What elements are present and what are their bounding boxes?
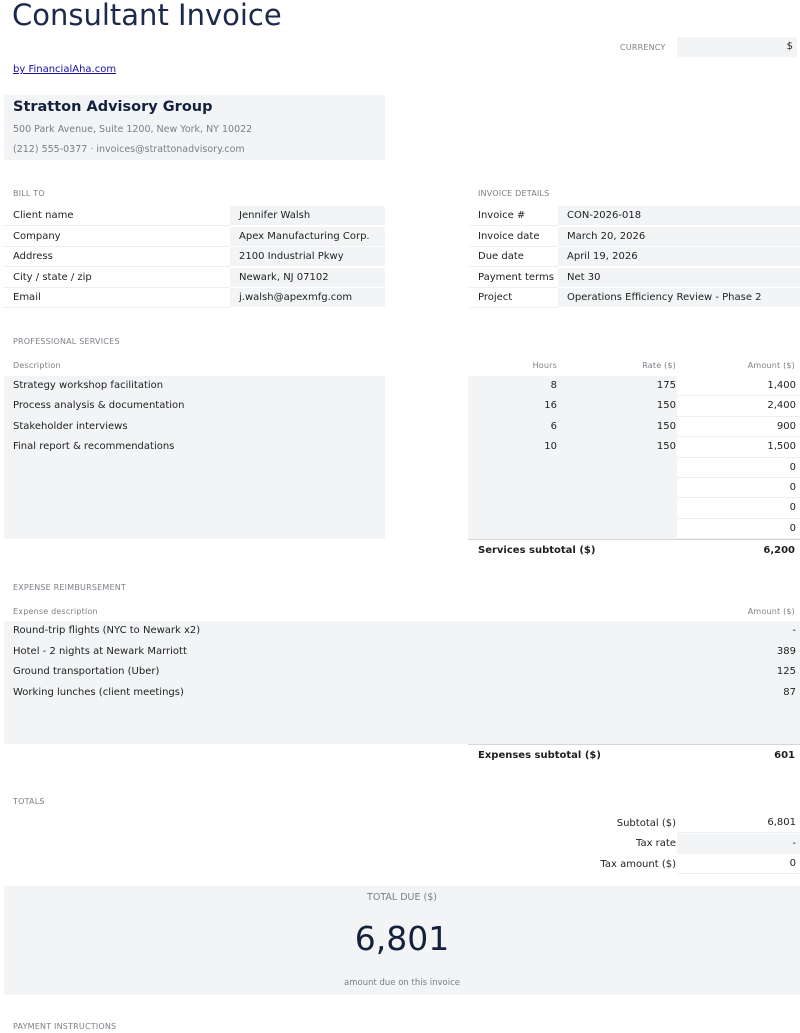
expense-description[interactable]: Round-trip flights (NYC to Newark x2) [13, 625, 201, 636]
invoice-detail-label: Payment terms [469, 268, 558, 288]
service-amount: 0 [677, 519, 800, 539]
company-name: Stratton Advisory Group [13, 99, 213, 115]
invoice-detail-label: Invoice # [469, 206, 558, 226]
bill-to-value[interactable]: 2100 Industrial Pkwy [230, 247, 385, 267]
service-description[interactable]: Stakeholder interviews [13, 420, 128, 432]
service-hours[interactable]: 8 [550, 380, 557, 391]
services-heading: PROFESSIONAL SERVICES [13, 337, 120, 346]
service-rate[interactable] [590, 478, 676, 498]
bill-to-label: Address [4, 247, 230, 267]
service-rate[interactable]: 175 [656, 380, 676, 391]
bill-to-value[interactable]: Newark, NJ 07102 [230, 268, 385, 288]
services-col-rate: Rate ($) [642, 361, 676, 370]
service-hours[interactable]: 16 [544, 400, 557, 412]
service-amount: 1,400 [677, 376, 800, 396]
expense-description[interactable]: Ground transportation (Uber) [13, 666, 160, 677]
company-contact: (212) 555-0377 · invoices@strattonadvisory.com [13, 144, 245, 155]
expense-amount[interactable]: 389 [776, 645, 796, 657]
service-description[interactable] [13, 519, 383, 539]
expense-amount[interactable]: 87 [783, 686, 796, 698]
service-amount: 0 [677, 478, 800, 498]
expense-description[interactable]: Hotel - 2 nights at Newark Marriott [13, 645, 187, 657]
tax-amount-value: 0 [677, 854, 800, 874]
totals-subtotal-value: 6,801 [677, 813, 800, 833]
tax-rate-field[interactable]: - [677, 834, 800, 854]
expenses-subtotal-value: 601 [774, 750, 795, 761]
invoice-details-heading: INVOICE DETAILS [478, 189, 550, 198]
service-amount: 2,400 [677, 396, 800, 416]
bill-to-value[interactable]: Apex Manufacturing Corp. [230, 227, 385, 247]
service-description[interactable] [13, 498, 383, 518]
services-col-amount: Amount ($) [747, 361, 795, 370]
service-rate[interactable] [590, 458, 676, 478]
service-description[interactable] [13, 458, 383, 478]
service-description[interactable]: Final report & recommendations [13, 441, 175, 453]
service-rate[interactable] [590, 498, 676, 518]
bill-to-value[interactable]: j.walsh@apexmfg.com [230, 288, 385, 308]
service-rate[interactable] [590, 519, 676, 539]
bill-to-label: Company [4, 227, 230, 247]
service-rate[interactable]: 150 [656, 420, 676, 432]
service-amount: 1,500 [677, 437, 800, 457]
financialaha-link[interactable]: by FinancialAha.com [13, 64, 117, 75]
service-hours[interactable] [480, 478, 557, 498]
service-rate[interactable]: 150 [656, 441, 676, 453]
services-col-hours: Hours [532, 361, 557, 370]
tax-rate-label: Tax rate [636, 838, 676, 849]
service-description[interactable]: Strategy workshop facilitation [13, 380, 164, 391]
service-rate[interactable]: 150 [656, 400, 676, 412]
invoice-detail-label: Due date [469, 247, 558, 267]
invoice-detail-value[interactable]: CON-2026-018 [558, 206, 800, 226]
bill-to-heading: BILL TO [13, 189, 45, 198]
invoice-detail-value[interactable]: April 19, 2026 [558, 247, 800, 267]
expenses-subtotal-divider [468, 744, 800, 745]
services-subtotal-label: Services subtotal ($) [478, 545, 596, 556]
totals-subtotal-label: Subtotal ($) [616, 818, 676, 829]
service-amount: 0 [677, 458, 800, 478]
total-due-note: amount due on this invoice [344, 978, 460, 988]
tax-amount-label: Tax amount ($) [600, 859, 676, 870]
bill-to-label: City / state / zip [4, 268, 230, 288]
invoice-detail-value[interactable]: Net 30 [558, 268, 800, 288]
service-hours[interactable] [480, 458, 557, 478]
page-title: Consultant Invoice [12, 0, 282, 32]
currency-label: CURRENCY [620, 43, 666, 52]
expense-description[interactable]: Working lunches (client meetings) [13, 686, 184, 698]
total-due-label: TOTAL DUE ($) [367, 892, 437, 903]
total-due-value: 6,801 [354, 919, 450, 958]
service-description[interactable]: Process analysis & documentation [13, 400, 185, 412]
company-address: 500 Park Avenue, Suite 1200, New York, NY 10022 [13, 124, 253, 135]
expense-amount[interactable]: 125 [776, 666, 796, 677]
invoice-detail-value[interactable]: March 20, 2026 [558, 227, 800, 247]
expenses-col-description: Expense description [13, 607, 98, 616]
company-block [4, 95, 385, 160]
service-amount: 0 [677, 498, 800, 518]
service-hours[interactable] [480, 519, 557, 539]
bill-to-value[interactable]: Jennifer Walsh [230, 206, 385, 226]
bill-to-label: Client name [4, 206, 230, 226]
service-hours[interactable] [480, 498, 557, 518]
expense-amount[interactable]: - [792, 625, 796, 636]
service-amount: 900 [677, 417, 800, 437]
payment-heading: PAYMENT INSTRUCTIONS [13, 1022, 117, 1031]
expenses-heading: EXPENSE REIMBURSEMENT [13, 583, 127, 592]
invoice-detail-label: Invoice date [469, 227, 558, 247]
services-subtotal-divider [468, 539, 800, 540]
currency-field[interactable]: $ [677, 37, 797, 57]
service-hours[interactable]: 6 [550, 420, 557, 432]
invoice-detail-label: Project [469, 288, 558, 308]
bill-to-label: Email [4, 288, 230, 308]
invoice-detail-value[interactable]: Operations Efficiency Review - Phase 2 [558, 288, 800, 308]
service-hours[interactable]: 10 [544, 441, 557, 453]
service-description[interactable] [13, 478, 383, 498]
expenses-subtotal-label: Expenses subtotal ($) [478, 750, 601, 761]
services-col-description: Description [13, 361, 61, 370]
services-subtotal-value: 6,200 [763, 545, 795, 556]
totals-heading: TOTALS [13, 797, 45, 806]
expenses-col-amount: Amount ($) [747, 607, 795, 616]
total-due-panel [4, 886, 800, 995]
